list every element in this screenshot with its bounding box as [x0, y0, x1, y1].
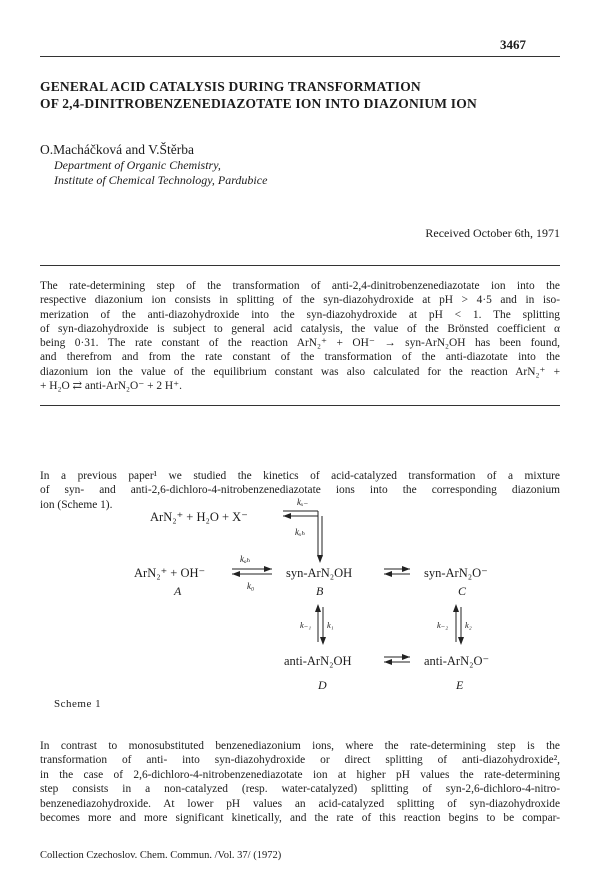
abstract-line: + H₂O ⇄ anti-ArN₂O⁻ + 2 H⁺. [40, 380, 183, 393]
arrow-DE-forward-head [402, 654, 410, 660]
arrow-BC-forward-head [402, 566, 410, 572]
label-A: A [174, 584, 182, 598]
page-number: 3467 [500, 37, 526, 52]
arrow-CE-up-head [453, 604, 459, 612]
arrow-CE-down-head [458, 637, 464, 645]
label-D: D [318, 678, 327, 692]
abstract-line: and therefrom and from the rate constant of the transformation of the anti-diazotate into the [40, 351, 560, 364]
label-B: B [316, 584, 324, 598]
title-line-2: OF 2,4-DINITROBENZENEDIAZOTATE ION INTO DIAZONIUM ION [40, 96, 477, 111]
arrow-BD-up-head [315, 604, 321, 612]
abstract-line: being 0·31. The rate constant of the reaction ArN₂⁺ + OH⁻ → syn-ArN₂OH has been found, [40, 337, 560, 350]
arrow-koh-head [264, 566, 272, 572]
paragraph-line: benzenediazohydroxide. At lower pH values an acid-catalyzed splitting of syn-diazohydroxide [40, 797, 560, 810]
received-date: Received October 6th, 1971 [425, 226, 560, 240]
paragraph-line: transformation of anti- into syn-diazohydroxide or direct splitting of anti-diazohydroxide², [40, 754, 560, 767]
scheme-caption: Scheme 1 [54, 698, 102, 710]
species-A: ArN₂⁺ + OH⁻ [134, 566, 206, 580]
top-reaction-species: ArN₂⁺ + H₂O + X⁻ [150, 510, 248, 524]
k-2-label: k₂ [465, 620, 472, 630]
k-1-label: k₁ [327, 620, 334, 630]
abstract-line: The rate-determining step of the transformation of anti-2,4-dinitrobenzenediazotate ion into the [40, 280, 560, 292]
label-E: E [456, 678, 464, 692]
arrow-DE-back-head [384, 659, 392, 665]
k-0-label: k₀ [247, 581, 255, 591]
paragraph-line: In a previous paper¹ we studied the kinetics of acid-catalyzed transformation of a mixture [40, 470, 560, 482]
k-xh-label: kₓₕ [295, 527, 306, 537]
paragraph-line: of syn- and anti-2,6-dichloro-4-nitrobenzenediazotate ions into the corresponding diazonium [40, 484, 560, 497]
abstract-line: merization of the anti-diazohydroxide into the syn-diazohydroxide at pH < 1. The splitting [40, 308, 560, 321]
species-B: syn-ArN₂OH [286, 566, 353, 580]
arrow-BD-down-head [320, 637, 326, 645]
paragraph-line: In contrast to monosubstituted benzenediazonium ions, where the rate-determining step is the [40, 740, 560, 752]
arrow-head-down [317, 555, 323, 563]
species-C: syn-ArN₂O⁻ [424, 566, 488, 580]
paragraph-line: ion (Scheme 1). [40, 498, 113, 511]
paragraph-line: step consists in a non-catalyzed (resp. water-catalyzed) splitting of syn-2,6-dichloro-4-nitro- [40, 783, 560, 796]
authors: O.Macháčková and V.Štěrba [40, 142, 194, 157]
paragraph-2 [40, 739, 560, 825]
k-minus-1-label: k₋₁ [300, 620, 312, 630]
species-E: anti-ArN₂O⁻ [424, 654, 490, 668]
abstract-line: respective diazonium ion consists in splitting of the syn-diazohydroxide at pH > 4·5 and in iso- [40, 294, 560, 307]
species-D: anti-ArN₂OH [284, 654, 352, 668]
abstract-line: of syn-diazohydroxide is subject to general acid catalysis, the value of the Brönsted coefficient α [40, 322, 560, 335]
arrow-k0-head [232, 571, 240, 577]
affiliation-line-1: Department of Organic Chemistry, [54, 158, 221, 172]
k-oh-label: kₒₕ [240, 554, 251, 564]
paragraph-line: in the case of 2,6-dichloro-4-nitrobenzenediazotate ion at higher pH values the rate-determining [40, 768, 560, 781]
paragraph-line: becomes more and more significant kinetically, and the rate of this reaction begins to be compar- [40, 812, 560, 825]
arrow-BC-back-head [384, 571, 392, 577]
abstract-line: diazonium ion the value of the equilibrium constant was also calculated for the reaction ArN₂⁺ + [40, 365, 560, 378]
k-minus-2-label: k₋₂ [437, 620, 449, 630]
k-x-label: kₓ₋ [297, 497, 309, 507]
title-line-1: GENERAL ACID CATALYSIS DURING TRANSFORMATION [40, 79, 421, 94]
arrow-head-left [283, 513, 291, 519]
label-C: C [458, 584, 467, 598]
affiliation-line-2: Institute of Chemical Technology, Pardubice [54, 173, 268, 187]
journal-footer: Collection Czechoslov. Chem. Commun. /Vol. 37/ (1972) [40, 850, 282, 861]
